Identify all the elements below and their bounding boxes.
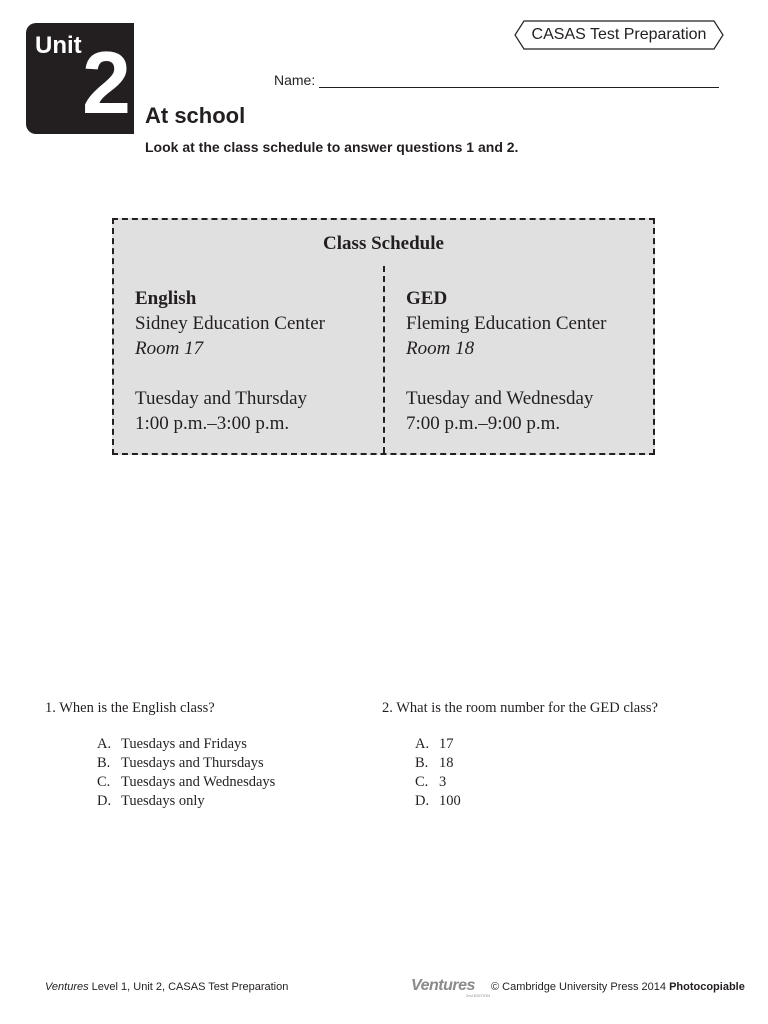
option-text: 3: [439, 774, 447, 790]
schedule-column-english: [135, 286, 325, 436]
class-subject: GED: [406, 288, 448, 309]
option-letter: A.: [415, 736, 430, 752]
class-location: Fleming Education Center: [406, 313, 607, 334]
option-letter: C.: [415, 774, 429, 790]
option-text: 100: [439, 793, 461, 809]
option-letter: D.: [415, 793, 430, 809]
option-letter: A.: [97, 736, 112, 752]
footer-book-info: [45, 981, 288, 993]
answer-option[interactable]: [97, 735, 275, 754]
question-2: [382, 700, 658, 811]
question-text: 1. When is the English class?: [45, 700, 215, 716]
option-letter: B.: [97, 755, 111, 771]
option-text: Tuesdays only: [121, 793, 205, 809]
unit-badge: [26, 23, 134, 134]
answer-option[interactable]: [415, 792, 658, 811]
instructions: Look at the class schedule to answer questions 1 and 2.: [145, 139, 519, 155]
class-room: Room 18: [406, 338, 475, 359]
unit-number: 2: [82, 33, 129, 132]
answer-option[interactable]: [415, 735, 658, 754]
class-days: Tuesday and Thursday: [135, 388, 308, 409]
photocopiable-label: Photocopiable: [669, 981, 745, 993]
answer-option[interactable]: [97, 792, 275, 811]
name-field: [274, 72, 719, 88]
class-subject: English: [135, 288, 197, 309]
class-time: 1:00 p.m.–3:00 p.m.: [135, 413, 290, 434]
option-text: Tuesdays and Fridays: [121, 736, 247, 752]
footer-book-details: Level 1, Unit 2, CASAS Test Preparation: [88, 981, 289, 993]
option-text: Tuesdays and Wednesdays: [121, 774, 276, 790]
answer-option[interactable]: [97, 754, 275, 773]
option-text: Tuesdays and Thursdays: [121, 755, 264, 771]
answer-option[interactable]: [415, 754, 658, 773]
column-gap: [406, 361, 607, 386]
copyright-text: © Cambridge University Press 2014: [491, 981, 670, 993]
option-letter: D.: [97, 793, 112, 809]
schedule-title: Class Schedule: [323, 233, 444, 254]
casas-tag: [514, 20, 724, 50]
schedule-column-ged: [406, 286, 607, 436]
unit-word: Unit: [35, 32, 82, 59]
logo-edition: 2nd EDITION: [466, 993, 491, 998]
answer-option[interactable]: [97, 773, 275, 792]
footer-copyright: [491, 981, 745, 993]
answer-option[interactable]: [415, 773, 658, 792]
class-location: Sidney Education Center: [135, 313, 325, 334]
option-letter: C.: [97, 774, 111, 790]
option-text: 18: [439, 755, 454, 771]
ventures-logo: Ventures: [411, 977, 475, 994]
answer-options: [415, 735, 658, 811]
question-1: [45, 700, 275, 811]
class-schedule-box: [112, 218, 655, 455]
class-room: Room 17: [135, 338, 204, 359]
question-text: 2. What is the room number for the GED class?: [382, 700, 658, 716]
name-label: Name:: [274, 72, 316, 88]
schedule-divider: [383, 266, 385, 453]
answer-options: [97, 735, 275, 811]
name-write-line: [319, 72, 719, 88]
class-time: 7:00 p.m.–9:00 p.m.: [406, 413, 561, 434]
class-days: Tuesday and Wednesday: [406, 388, 594, 409]
tag-label: CASAS Test Preparation: [531, 26, 707, 43]
column-gap: [135, 361, 325, 386]
page-title: At school: [145, 103, 246, 128]
footer-book-title: Ventures: [45, 981, 89, 993]
option-letter: B.: [415, 755, 429, 771]
option-text: 17: [439, 736, 454, 752]
